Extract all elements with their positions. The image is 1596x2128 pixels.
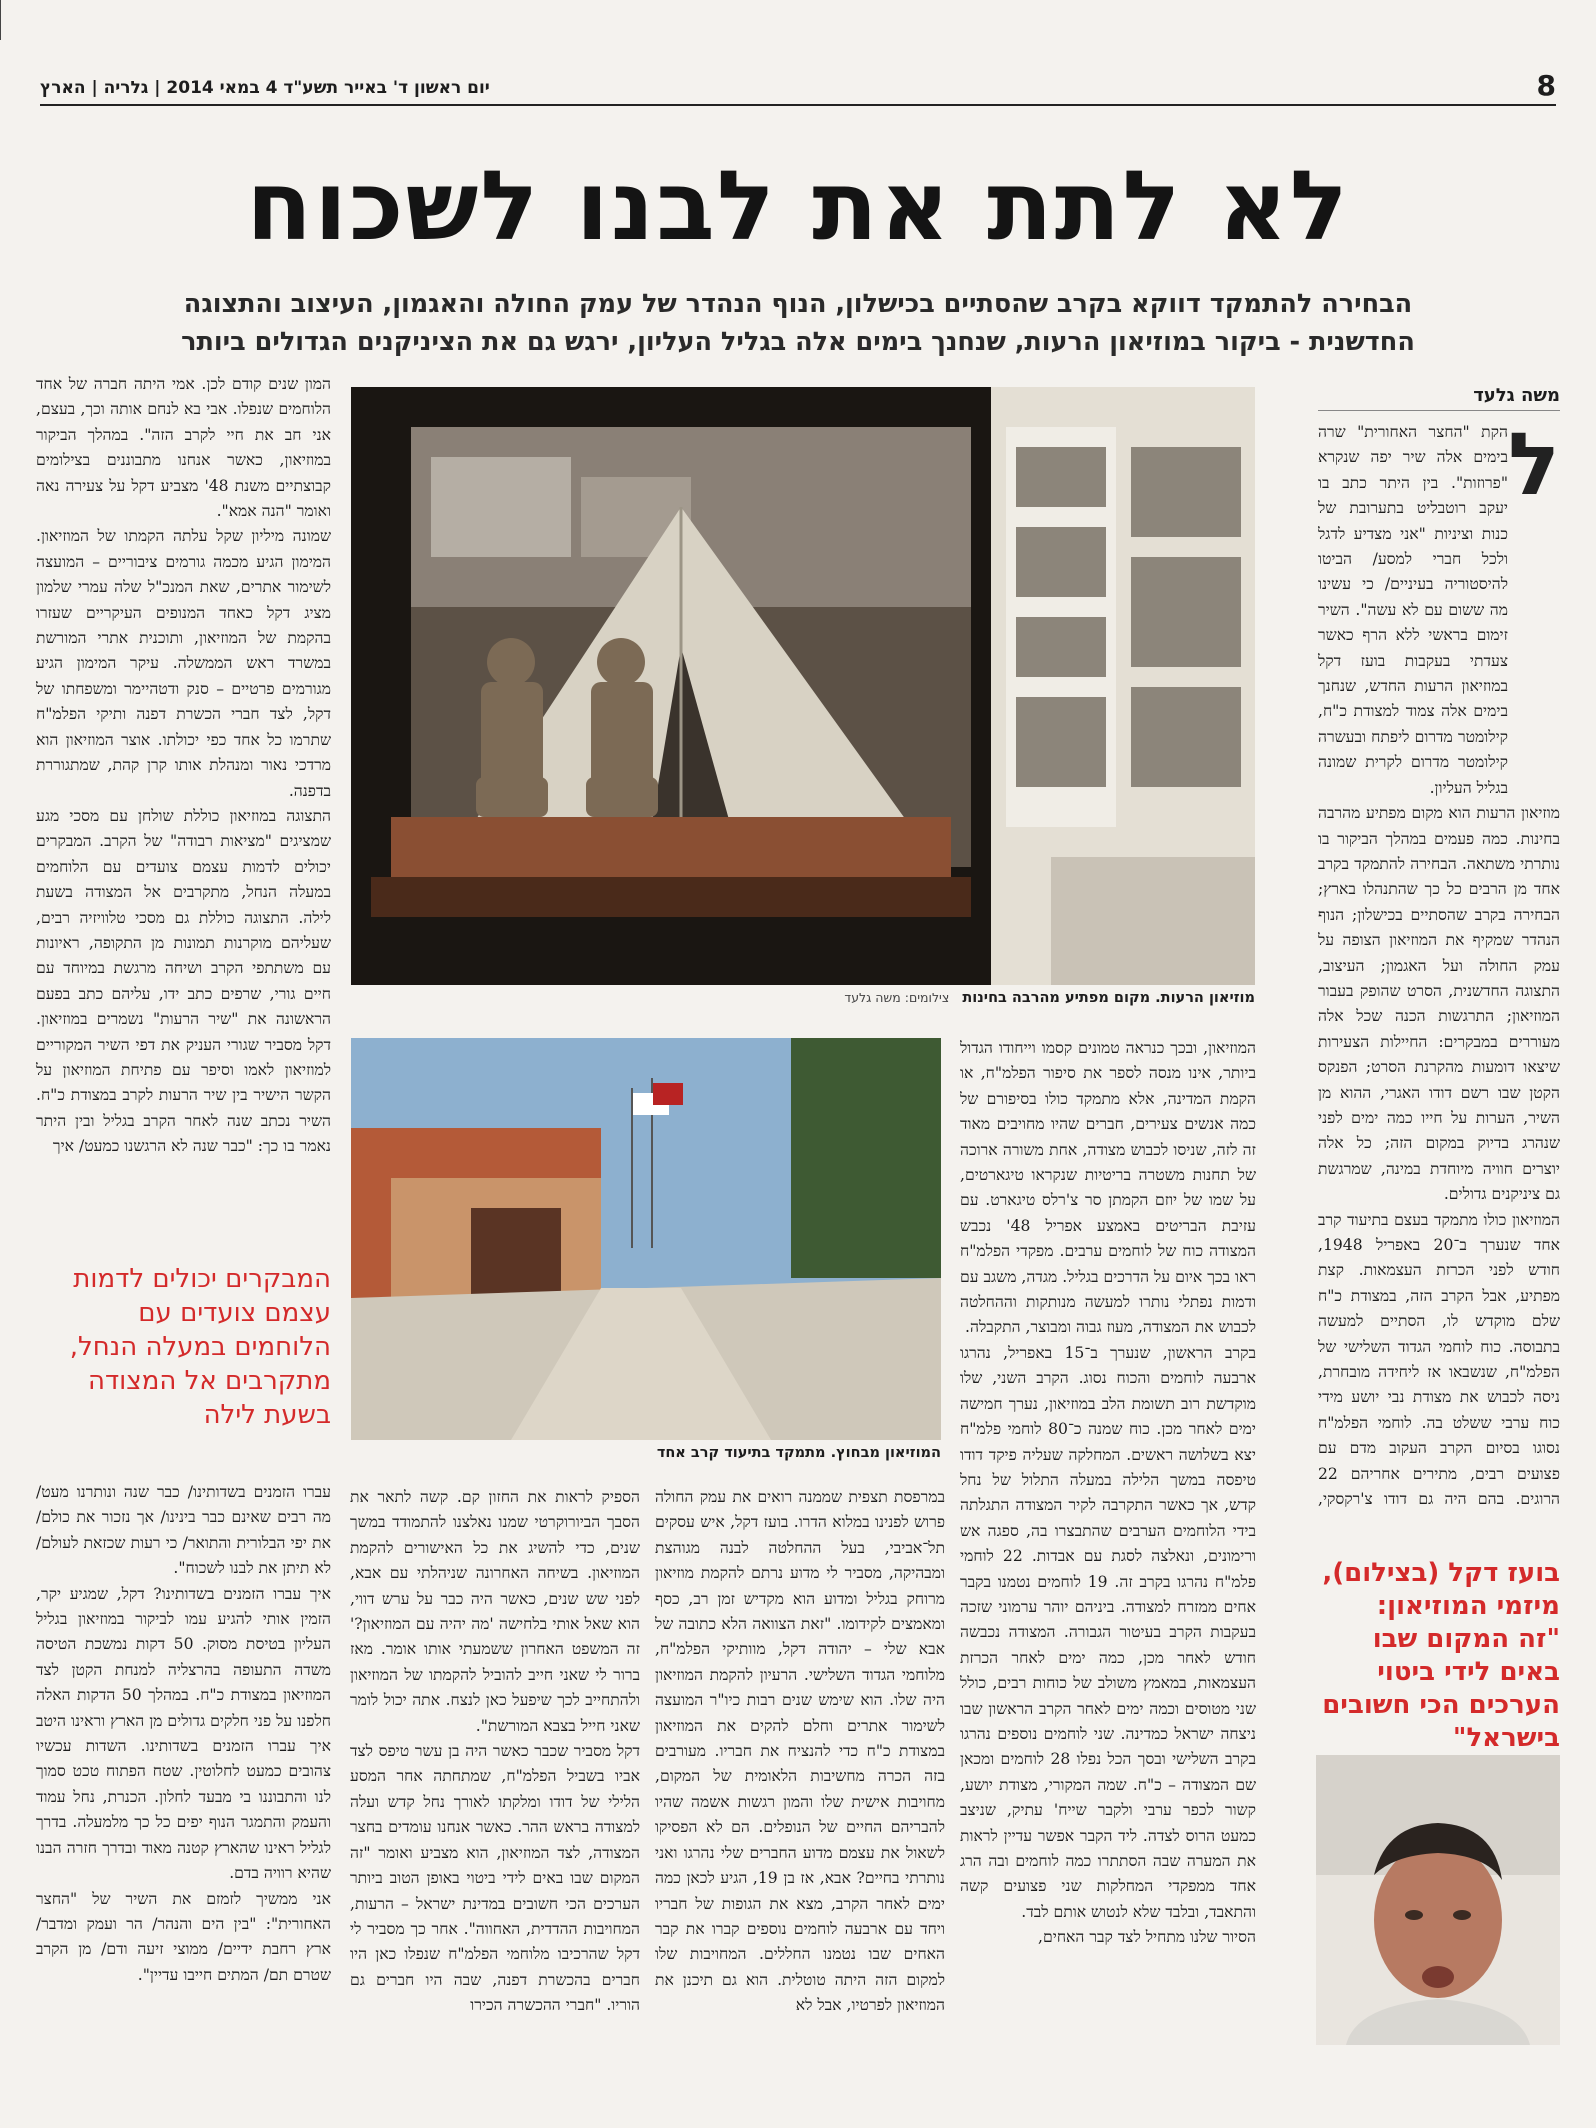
tent-diorama-image: [351, 387, 1255, 985]
paragraph: איך עברו הזמנים בשדותינו? דקל, שמגיע יקר, הזמין אותי להגיע עמו לביקור במוזיאון בגליל העליון בטיסת מסוק. 50 דקות נמשכת הטיסה משדה התעופה בהרצליה למנחת הקטן לצד המוזיאון במצודת כ"ח. במהלך 50 הדקות האלה חלפנו על פני חלקים גדולים מן הארץ וראינו היטב איך עברו הזמנים בשדותינו. השדות עכשיו צהובים כמעט לחלוטין. שטח הפתוח טכט סמוך לנו והתבוננו בי מבעד לחלון. הכנרת, נחל עמוד והעמק והתמגר הנוף יפים כל כך מלמעלה. בדרך לגליל ראינו שהארץ קטנה מאוד ובדרך חזרה הבנו שהיא רוויה בדם.: [36, 1584, 331, 1883]
article-column-1: [1318, 415, 1560, 1515]
paragraph: הקת "החצר האחורית" שרה בימים אלה שיר יפה שנקרא "פרוזות". בין היתר כתב בו יעקב רוטבליט בתערובת של כנות וציניות "אני מצדיע לדגל ולכל חברי למסע/ הביטו להיסטוריה בעיניים/ כי עשינו מה ששום עם לא עשה". השיר זימום בראשי ללא הרף כאשר צעדתי בעקבות בועז דקל במוזיאון הרעות החדש, שנחנך בימים אלה צמוד למצודת כ"ח, קילומטר מדרום ליפתח ובעשרה קילומטר מדרום לקרית שמונה בגליל העליון.: [1318, 423, 1508, 797]
page-number: 8: [1536, 69, 1556, 102]
article-column-4: [350, 1485, 640, 2125]
paragraph: שמונה מיליון שקל עלתה הקמתו של המוזיאון. המימון הגיע מכמה גורמים ציבוריים – המועצה לשימור אתרים, שאת המנכ"ל שלה עמרי שלמון מציג דקל כאחד המנופים העיקריים שעזרו בהקמת של המוזיאון, ותוכנית אתרי המורשת במשרד ראש הממשלה. עיקר המימון הגיע מגורמים פרטיים – סנק ודטהיימר ומשפחתו של דקל, לצד חברי הכשרת דפנה ותיקי הפלמ"ח שתרמו כל אחד כפי יכולתו. אוצר המוזיאון הוא מרדכי נאור ומנהלת אותו קרן קהת, שמתגוררת בדפנה.: [36, 527, 331, 800]
article-column-5: [36, 372, 331, 1240]
portrait-image: [1316, 1755, 1560, 2045]
registration-mark: [0, 0, 15, 40]
paragraph: הסיור שלנו מתחיל לצד קבר האחים,: [1038, 1928, 1256, 1947]
article-column-2: [960, 1036, 1256, 2128]
subheadline-line-1: הבחירה להתמקד דווקא בקרב שהסתיים בכישלון, הנוף הנהדר של עמק החולה והאגמון, העיצוב והתצוגה: [183, 289, 1413, 319]
pull-quote-name: בועז דקל (בצילום), מיזמי המוזיאון:: [1322, 1558, 1560, 1621]
paragraph: דקל מסביר שכבר כאשר היה בן עשר טיפס לצד אביו בשביל הפלמ"ח, שמתחתה אחר המסע הלילי של דודו ומלקתו לאורך נחל קדש ועלה למצודה בראש ההר. כאשר אנחנו עומדים בחצר המצודה, לצד המוזיאון, הוא מצביע ואומר "זה המקום שבו באים לידי ביטוי באופן הטוב ביותר הערכים הכי חשובים במדינת ישראל – הרעות, המחויבות ההדדית, האחווה". אחר כך מסביר לי דקל שהרכיבו מלוחמי הפלמ"ח שנפלו כאן היו חברים בהכשרת דפנה, שבה היו חברים גם הוריו. "חברי ההכשרה הכירו: [350, 1742, 640, 2015]
article-column-6: [36, 1480, 331, 2125]
pull-quote-interviewee: [1316, 1557, 1560, 1755]
paragraph: אני ממשיך לזמזם את השיר של "החצר האחורית": "בין הים והנהר/ הר ועמק ומדבר/ ארץ רחבת ידיים/ ממוצי זיעה ודם/ מן הקרב שטרם תם/ המתים חייבו עדיין".: [36, 1889, 331, 1984]
drop-cap: ל: [1507, 415, 1560, 515]
paragraph: מוזיאון הרעות הוא מקום מפתיע מהרבה בחינות. כמה פעמים במהלך הביקור בו נותרתי משתאה. הבחירה להתמקד בקרב אחד מן הרבים כל כך שהתנהלו בארץ; הבחירה בקרב שהסתיים בכישלון; הנוף הנהדר שמקיף את המוזיאון הצופה על עמק החולה ועל האגמון; העיצוב, התצוגה החדשנית, הסרט שהופק בעבור המוזיאון; התרגשות הכנה שכל אלה מעוררים במבקרים: החיילות הצעירות שיצאו דומעות מהקרנת הסרט; הפנקס הקטן שבו רשם דודו האגרי, ההוא מן השיר, הערות על חייו כמה ימים לפני שנהרג בדיוק במקום הזה; כל אלה יוצרים חוויה מיוחדת במינה, שמרגשת גם ציניקנים גדולים.: [1318, 804, 1560, 1204]
subheadline-line-2: החדשנית - ביקור במוזיאון הרעות, שנחנך בימים אלה בגליל העליון, ירגש גם את הציניקנים הגדולים ביותר: [181, 327, 1415, 357]
pull-quote-text: "זה המקום שבו באים לידי ביטוי הערכים הכי חשובים בישראל": [1322, 1624, 1560, 1753]
photo-caption-top: [720, 990, 1255, 1006]
paragraph: המוזיאון, ובכך כנראה טמונים קסמו וייחודו הגדול ביותר, אינו מנסה לספר את סיפור הפלמ"ח, או הקמת המדינה, אלא מתמקד כולו בסיפורם של כמה אנשים צעירים, חברים שהיו מחויבים מאוד זה לזה, שניסו לכבוש מצודה, אחת משורה ארוכה של תחנות משטרה בריטיות שנקראו טיגארטים, על שמו של יוזם הקמתן סר צ'רלס טיגארט. עם עזיבת הבריטים באמצע אפריל 48' נכבש המצודה כוח של לוחמים ערבים. מפקדי הפלמ"ח ראו בכך איום על הדרכים בגליל. מגדה, משגב עם ודמות נפתלי נותרו למעשה מנותקות וההחלטה לכבוש את המצודה, מעוז גבוה ומבוצר, התקבלה.: [960, 1039, 1256, 1337]
exterior-image: [351, 1038, 941, 1440]
paragraph: עברו הזמנים בשדותינו/ כבר שנה ונותרנו מעט/ מה רבים שאינם כבר בינינו/ אך נזכור את כולם/ את יפי הבלורית והתואר/ כי רעות שכזאת לעולם/ לא תיתן את לבנו לשכוח".: [36, 1483, 331, 1578]
paragraph: הספיק לראות את החזון קם. קשה לתאר את הסבך הביורוקרטי שמנו נאלצנו להתמודד במשך שנים, כדי להשיג את כל האישורים להקמת המוזיאון. בשיחה האחרונה שניהלתי עם אבא, לפני שש שנים, כאשר היה כבר על ערש דווי, הוא שאל אותי בלחישה 'מה יהיה עם המוזיאון?' זה המשפט האחרון ששמעתי אותו אומר. מאז ברור לי שאני חייב להוביל להקמתו של המוזיאון ולהתחייב לכך שיפעל כאן לנצח. אתה יכול לומר שאני חייל בצבא המורשת".: [350, 1488, 640, 1735]
paragraph: התצוגה במוזיאון כוללת שולחן עם מסכי מגע שמציגים "מציאות רבודה" של הקרב. המבקרים יכולים לדמות עצמם צועדים עם הלוחמים במעלה הנחל, מתקרבים אל המצודה בשעת לילה. התצוגה כוללת גם מסכי טלוויזיה רבים, שעליהם מוקרנות תמונות מן התקופה, ראיונות עם משתתפי הקרב ושיחה מרגשת במיוחד עם חיים גורי, שרפים כתב ידו, עליהם כתב בפעם הראשונה את "שיר הרעות" נשמרים במוזיאון. דקל מסביר שגורי העניק את דפי השיר המקוריים למוזיאון לאמו וסיפר עם פתיחת המוזיאון על הקשר הישיר בין שיר הרעות לקרב במצודת כ"ח. השיר נכתב שנה לאחר הקרב בגליל ובין היתר נאמר בו כך: "כבר שנה לא הרגשנו כמעט/ איך: [36, 806, 331, 1156]
caption-text: המוזיאון מבחוץ. מתמקד בתיעוד קרב אחד: [656, 1445, 941, 1461]
portrait-photo: [1316, 1755, 1560, 2045]
caption-text: מוזיאון הרעות. מקום מפתיע מהרבה בחינות: [962, 990, 1255, 1006]
pull-quote-feature: המבקרים יכולים לדמות עצמם צועדים עם הלוחמים במעלה הנחל, מתקרבים אל המצודה בשעת לילה: [69, 1264, 331, 1430]
subheadline: [140, 285, 1456, 361]
paragraph: במרפסת תצפית שממנה רואים את עמק החולה פרוש לפנינו במלוא הדרו. בועז דקל, איש עסקים תל־אביבי, בעל ההחלטה לבנה מגוהצת ומבהיקה, מסביר לי מדוע נרתם להקמת מוזיאון מרוחק בגליל ומדוע הוא מקדיש זמן רב, כסף ומאמצים לקידומו. "זאת הצוואה הלא כתובה של אבא שלי – יהודה דקל, מוותיקי הפלמ"ח, מלוחמי הגדוד השלישי. הרעיון להקמת המוזיאון היה שלו. הוא שימש שנים רבות כיו"ר המועצה לשימור אתרים וחלם להקים את המוזיאון במצודת כ"ח כדי להנציח את חבריו. מעורבים בזה הכרה מחשיבות הלאומית של המקום, מחויבות אישית שלו והמון רגשות אשמה שהיו להבריהם החיים של הנופלים. הם לא הפסיקו לשאול את עצמם מדוע החברים שלי נהרגו ואני נותרתי בחיים? אבא, אז בן 19, הגיע לכאן כמה ימים לאחר הקרב, מצא את הגופות של חבריו ויחד עם ארבעה לוחמים נוספים קברו את קבר האחים שבו נטמנו החללים. המחויבות שלו למקום הזה היתה טוטלית. הוא גם תיכנן את המוזיאון לפרטיו, אבל לא: [655, 1488, 945, 2015]
paragraph: המון שנים קודם לכן. אמי היתה חברה של אחד הלוחמים שנפלו. אבי בא לנחם אותה וכך, בעצם, אני חב את חיי לקרב הזה". במהלך הביקור במוזיאון, כאשר אנחנו מתבוננים בצילומים קבוצתיים משנת 48' מצביע דקל על צעירה נאה ואומר "הנה אמא".: [36, 375, 331, 521]
masthead: [40, 62, 1556, 106]
museum-diorama-photo: [351, 387, 1255, 985]
paragraph: בקרב הראשון, שנערך ב־15 באפריל, נהרגו ארבעה לוחמים והכוח נסוג. הקרב השני, שלו מוקדשת רוב תשומת הלב במוזיאון, נערך חמישה ימים לאחר מכן. כוח שמנה כ־80 לוחמי פלמ"ח יצא בשלושה ראשים. המחלקה שעליה פיקד דודו טיפסה במשך הלילה במעלה התלול של נחל קדש, אך כאשר התקרבה לקיר המצודה התגלתה בידי הלוחמים הערבים שהתבצרו בה, ספגה אש ורימונים, ונאלצה לסגת עם אבדות. 22 לוחמי פלמ"ח נהרגו בקרב זה. 19 לוחמים נטמנו בקבר אחים ממזרח למצודה. ביניהם יוהר ערמוני שזכה בעקבות הקרב בעיטור הגבורה. המצודה נכבשה חודש לאחר מכן, כמה ימים לאחר הכרזת העצמאות, במאמץ משולב של כוחות רבים, כולל שני מטוסים וכמה ימים לאחר הקרב הראשון שבו ניצחה ישראל כמדינה. שני לוחמים נוספים נהרגו בקרב השלישי ובסך הכל נפלו 28 לוחמים ומכאן שם המצודה – כ"ח. שמה המקורי, מצודת יושע, קשור לכפר ערבי ולקבר שייח' עתיק, שניצב כמעט הרוס לצדה. ליד הקבר אפשר עדיין לראות את המערה שבה הסתתרו כמה לוחמים ובה הרג אחד ממפקדי המחלקות שני פצועים קשה והתאבד, ובלבד שלא לנטוש אותם לבד.: [960, 1343, 1256, 1921]
paragraph: המוזיאון כולו מתמקד בעצם בתיעוד קרב אחד שנערך ב־20 באפריל 1948, חודש לפני הכרזת העצמאות. קצת מפתיע, אבל הקרב הזה, במצודת כ"ח שלם מוקדש לו, הסתיים למעשה בתבוסה. כוח לוחמי הגדוד השלישי של הפלמ"ח, שנשבאו אז ליחידה מובחרת, ניסה לכבוש את מצודת נבי יושע מידי כוח ערבי ששלט בה. לוחמי הפלמ"ח נסוגו בסיום הקרב העקוב מדם עם פצועים רבים, מתירים אחריהם 22 הרוגים. בהם היה גם דודו צ'רקסקי,: [1318, 1210, 1560, 1509]
article-column-3: [655, 1485, 945, 2125]
museum-exterior-photo: [351, 1038, 941, 1440]
dateline: יום ראשון ד' באייר תשע"ד 4 במאי 2014 | גלריה | הארץ: [40, 78, 490, 98]
photo-credit: צילומים: משה גלעד: [844, 990, 950, 1005]
headline: לא לתת את לבנו לשכוח: [246, 150, 1350, 262]
byline: משה גלעד: [1318, 385, 1560, 411]
photo-caption-mid: [351, 1445, 941, 1461]
